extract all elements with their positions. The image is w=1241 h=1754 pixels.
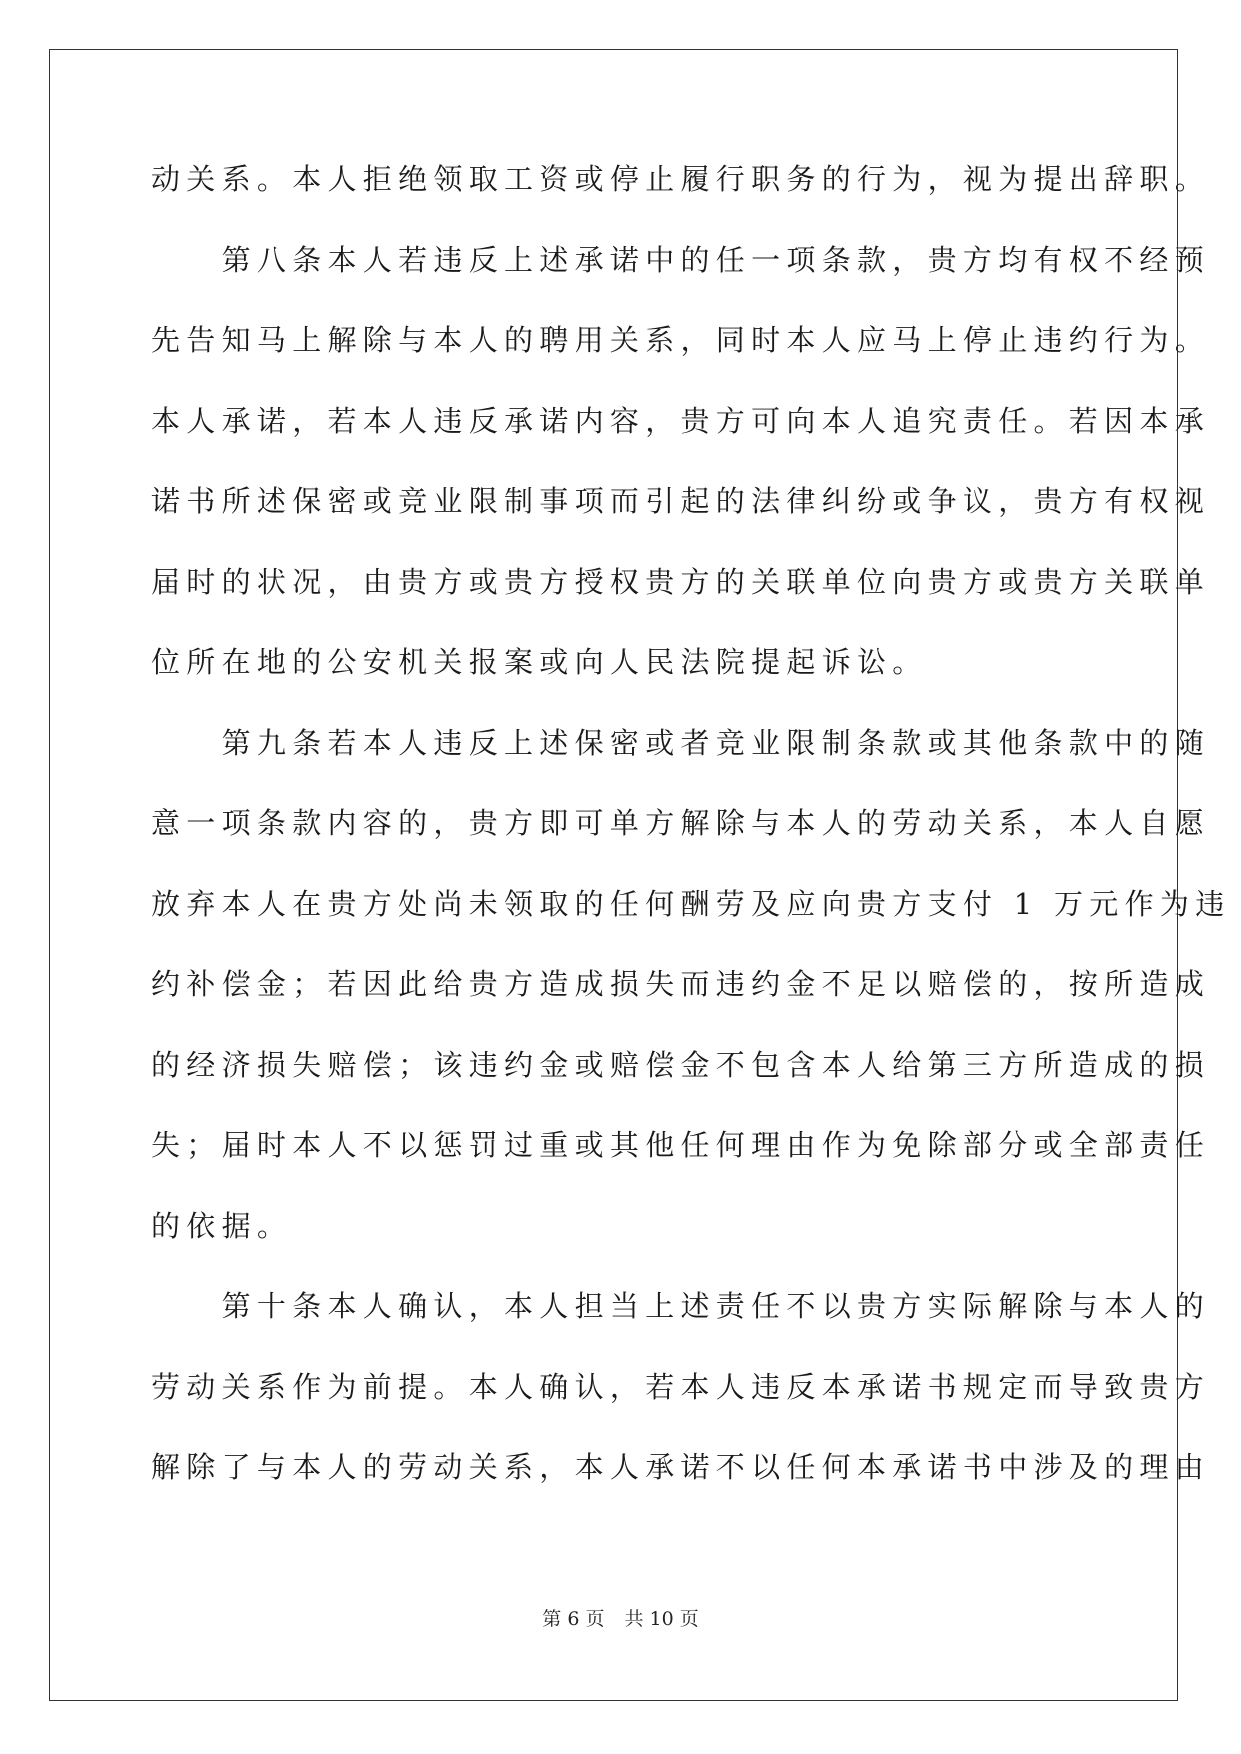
- text-line: 劳动关系作为前提。本人确认，若本人违反本承诺书规定而导致贵方: [151, 1369, 1211, 1404]
- text-line: 诺书所述保密或竞业限制事项而引起的法律纠纷或争议，贵方有权视: [151, 484, 1211, 518]
- text-line: 解除了与本人的劳动关系，本人承诺不以任何本承诺书中涉及的理由: [151, 1450, 1211, 1484]
- text-line: 放弃本人在贵方处尚未领取的任何酬劳及应向贵方支付 1 万元作为违: [151, 886, 1231, 921]
- text-line: 失；届时本人不以惩罚过重或其他任何理由作为免除部分或全部责任: [151, 1128, 1211, 1162]
- text-line: 届时的状况，由贵方或贵方授权贵方的关联单位向贵方或贵方关联单: [151, 564, 1211, 599]
- text-line: 约补偿金；若因此给贵方造成损失而违约金不足以赔偿的，按所造成: [151, 967, 1211, 1001]
- total-pages-label: 共 10 页: [624, 1608, 699, 1630]
- text-line: 第九条若本人违反上述保密或者竞业限制条款或其他条款中的随: [151, 725, 1211, 760]
- text-line: 的经济损失赔偿；该违约金或赔偿金不包含本人给第三方所造成的损: [151, 1047, 1211, 1082]
- text-line: 先告知马上解除与本人的聘用关系，同时本人应马上停止违约行为。: [151, 323, 1211, 357]
- text-line: 本人承诺，若本人违反承诺内容，贵方可向本人追究责任。若因本承: [151, 403, 1211, 438]
- text-line: 的依据。: [151, 1208, 293, 1243]
- text-line: 第十条本人确认，本人担当上述责任不以贵方实际解除与本人的: [151, 1289, 1211, 1323]
- current-page-label: 第 6 页: [542, 1608, 605, 1630]
- text-line: 位所在地的公安机关报案或向人民法院提起诉讼。: [151, 645, 928, 679]
- page-number-footer: [0, 1607, 1241, 1631]
- document-body: [151, 161, 1231, 1530]
- text-line: 意一项条款内容的，贵方即可单方解除与本人的劳动关系，本人自愿: [151, 806, 1211, 840]
- text-line: 第八条本人若违反上述承诺中的任一项条款，贵方均有权不经预: [151, 242, 1211, 277]
- text-line: 动关系。本人拒绝领取工资或停止履行职务的行为，视为提出辞职。: [151, 162, 1211, 196]
